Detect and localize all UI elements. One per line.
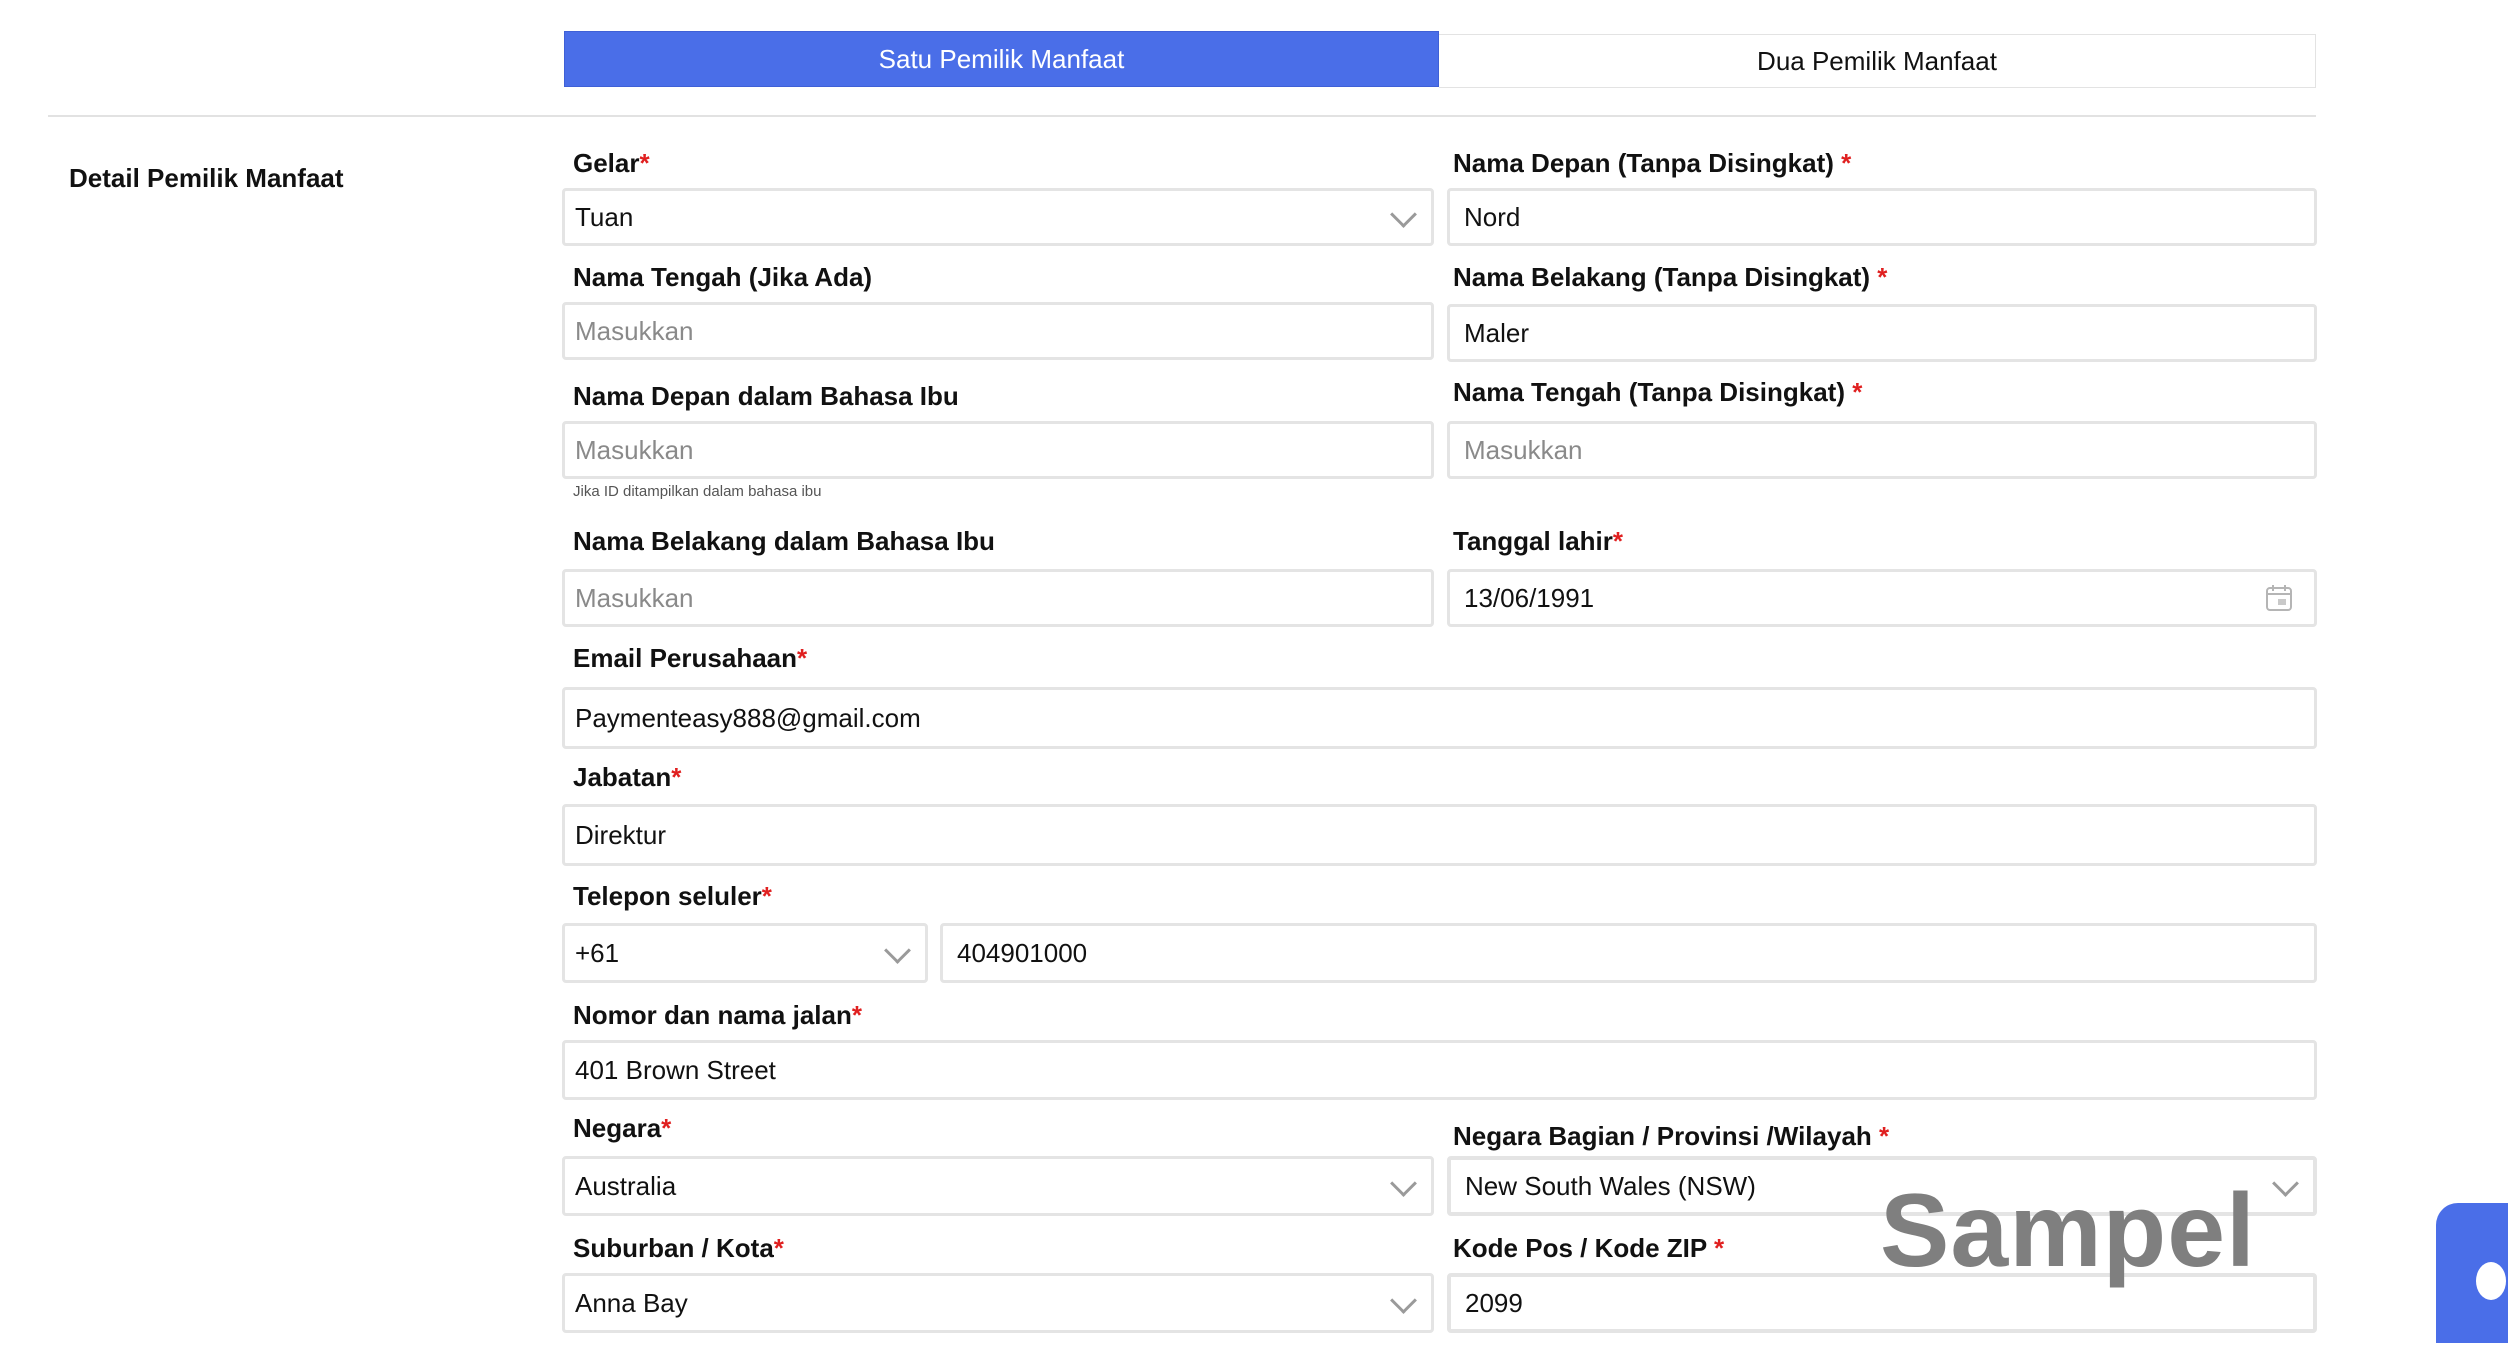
label-postcode: Kode Pos / Kode ZIP * [1453,1233,1725,1263]
street-value: 401 Brown Street [575,1054,776,1085]
calendar-icon[interactable] [2264,583,2294,613]
label-first-name: Nama Depan (Tanpa Disingkat) * [1453,148,1852,178]
middle-name-full-input[interactable] [1447,421,2317,479]
chevron-down-icon [1390,1287,1417,1314]
chevron-down-icon [1390,1170,1417,1197]
label-birth-date: Tanggal lahir* [1453,526,1623,556]
birth-date-value: 13/06/1991 [1464,582,1595,613]
label-country: Negara* [573,1113,672,1143]
first-name-native-input[interactable] [562,421,1434,479]
label-state: Negara Bagian / Provinsi /Wilayah * [1453,1121,1890,1151]
phone-number-field[interactable] [940,923,2317,983]
position-value: Direktur [575,819,667,850]
sample-watermark: Sampel [1880,1173,2256,1289]
last-name-field[interactable] [1447,304,2317,362]
divider [48,115,2316,117]
position-field[interactable] [562,804,2317,866]
country-select[interactable] [562,1156,1434,1216]
chevron-down-icon [2272,1170,2299,1197]
native-name-hint: Jika ID ditampilkan dalam bahasa ibu [573,483,822,500]
label-last-name: Nama Belakang (Tanpa Disingkat) * [1453,262,1888,292]
section-title: Detail Pemilik Manfaat [69,163,344,193]
last-name-native-text[interactable] [575,583,1431,614]
label-middle-name-full: Nama Tengah (Tanpa Disingkat) * [1453,377,1863,407]
first-name-native-text[interactable] [575,435,1431,466]
label-middle-name: Nama Tengah (Jika Ada) [573,262,873,292]
phone-code-value: +61 [575,937,620,968]
last-name-value: Maler [1464,317,1530,348]
birth-date-field[interactable] [1447,569,2317,627]
label-street: Nomor dan nama jalan* [573,1000,862,1030]
last-name-native-input[interactable] [562,569,1434,627]
label-last-name-native: Nama Belakang dalam Bahasa Ibu [573,526,995,556]
label-first-name-native: Nama Depan dalam Bahasa Ibu [573,381,959,411]
gelar-value: Tuan [575,201,634,232]
middle-name-input[interactable] [562,302,1434,360]
email-field[interactable] [562,687,2317,749]
email-value: Paymenteasy888@gmail.com [575,702,921,733]
state-value: New South Wales (NSW) [1465,1170,1756,1201]
first-name-field[interactable] [1447,188,2317,246]
middle-name-text[interactable] [575,316,1431,347]
street-field[interactable] [562,1040,2317,1100]
postcode-value: 2099 [1465,1287,1523,1318]
middle-name-full-text[interactable] [1464,435,2314,466]
country-value: Australia [575,1170,677,1201]
label-phone: Telepon seluler* [573,881,772,911]
label-suburb: Suburban / Kota* [573,1233,784,1263]
chevron-down-icon [884,937,911,964]
phone-code-select[interactable] [562,923,928,983]
suburb-value: Anna Bay [575,1287,688,1318]
phone-number-value: 404901000 [957,937,1088,968]
gelar-select[interactable] [562,188,1434,246]
suburb-select[interactable] [562,1273,1434,1333]
first-name-value: Nord [1464,201,1521,232]
tab-single-owner[interactable]: Satu Pemilik Manfaat [564,31,1439,87]
label-email: Email Perusahaan* [573,643,808,673]
chat-icon [2476,1262,2506,1300]
label-position: Jabatan* [573,762,682,792]
label-gelar: Gelar* [573,148,650,178]
tab-two-owners[interactable]: Dua Pemilik Manfaat [1439,34,2316,88]
chevron-down-icon [1390,201,1417,228]
